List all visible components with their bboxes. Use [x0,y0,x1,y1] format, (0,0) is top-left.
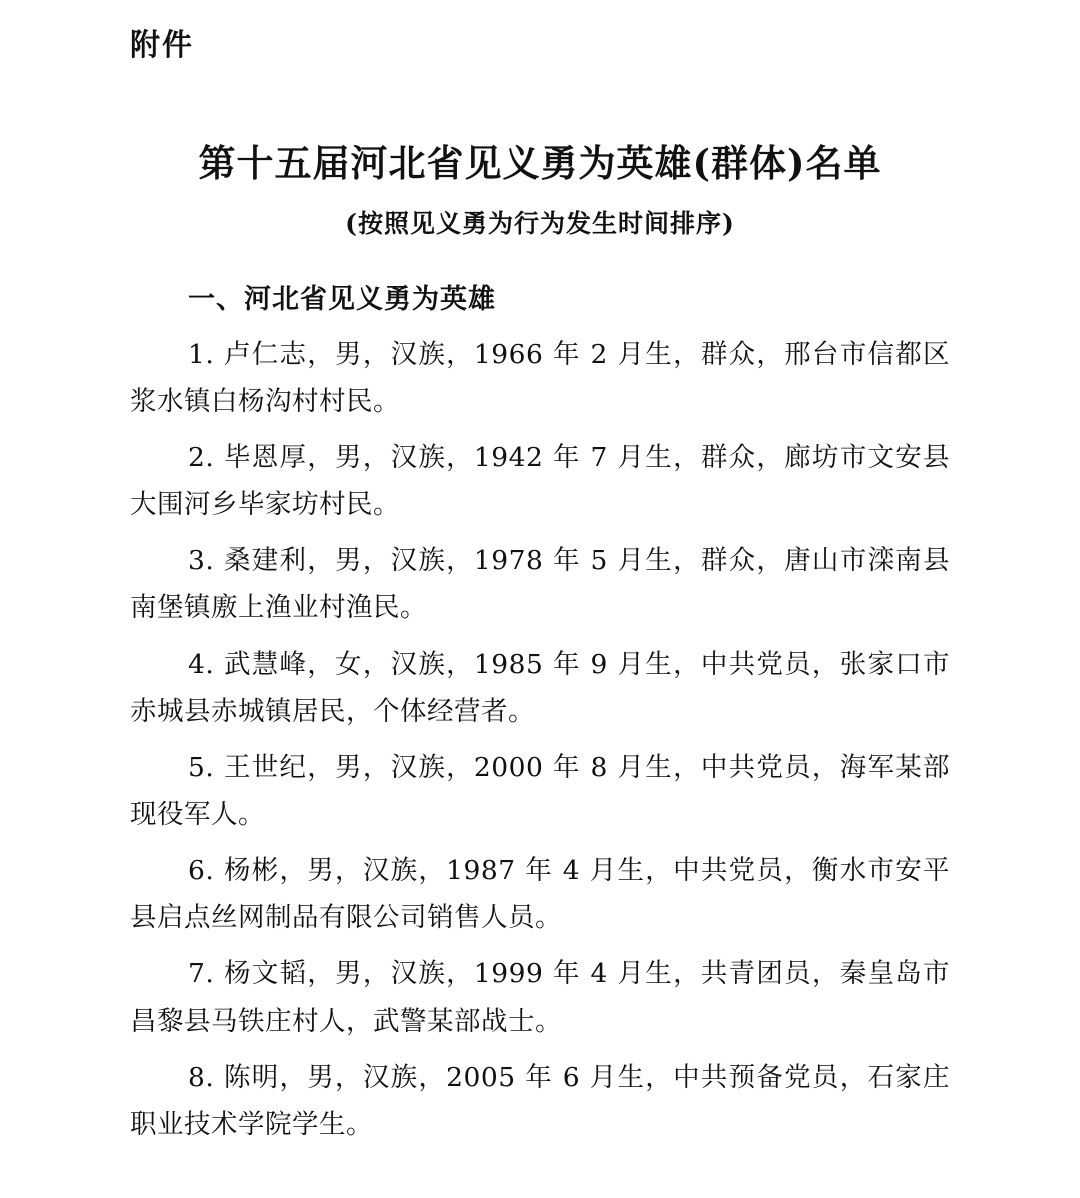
list-item: 8. 陈明，男，汉族，2005 年 6 月生，中共预备党员，石家庄职业技术学院学生。 [130,1061,950,1140]
section-heading-1: 一、河北省见义勇为英雄 [188,283,496,315]
list-item: 2. 毕恩厚，男，汉族，1942 年 7 月生，群众，廊坊市文安县大围河乡毕家坊村民。 [130,441,950,521]
page-title: 第十五届河北省见义勇为英雄(群体)名单 [198,141,882,185]
page-subtitle: (按照见义勇为行为发生时间排序) [345,209,735,239]
list-item: 3. 桑建利，男，汉族，1978 年 5 月生，群众，唐山市滦南县南堡镇廒上渔业村渔民。 [130,545,950,624]
attachment-label: 附件 [130,28,194,63]
entry-list [130,317,950,1149]
list-item: 5. 王世纪，男，汉族，2000 年 8 月生，中共党员，海军某部现役军人。 [130,751,950,830]
list-item: 6. 杨彬，男，汉族，1987 年 4 月生，中共党员，衡水市安平县启点丝网制品有限公司销售人员。 [130,855,950,934]
list-item: 1. 卢仁志，男，汉族，1966 年 2 月生，群众，邢台市信都区浆水镇白杨沟村村民。 [130,338,950,417]
list-item: 4. 武慧峰，女，汉族，1985 年 9 月生，中共党员，张家口市赤城县赤城镇居民，个体经营者。 [130,648,950,727]
list-item: 7. 杨文韬，男，汉族，1999 年 4 月生，共青团员，秦皇岛市昌黎县马铁庄村人，武警某部战士。 [130,958,950,1037]
